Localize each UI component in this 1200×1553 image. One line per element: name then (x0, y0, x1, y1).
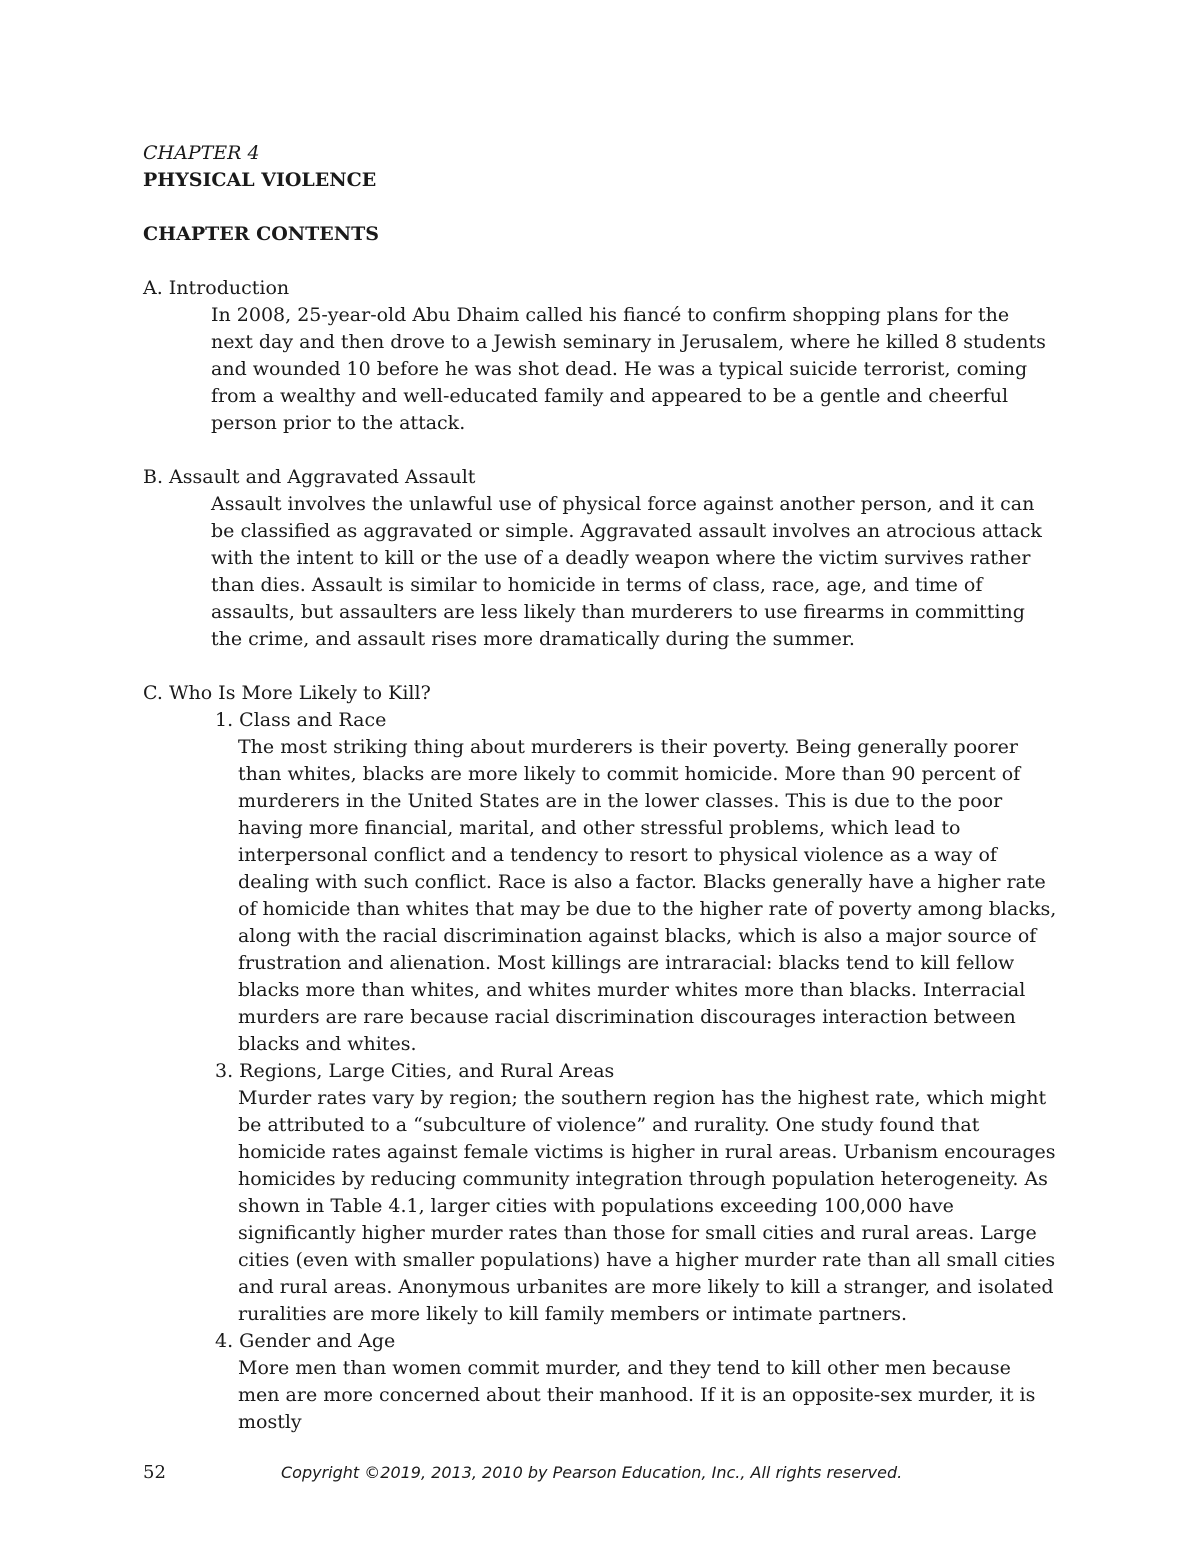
copyright-notice: Copyright ©2019, 2013, 2010 by Pearson Education, Inc., All rights reserved. (281, 1463, 903, 1482)
page-number: 52 (143, 1462, 166, 1483)
subsection-gender-age (215, 1328, 1073, 1436)
section-body: Assault involves the unlawful use of physical force against another person, and it can be classified as aggravated or simple. Aggravated assault involves an atrocious attack with the intent to kill or the use of a deadly weapon where the victim survives rather than dies. Assault is similar to homicide in terms of class, race, age, and time of assaults, but assaulters are less likely than murderers to use firearms in committing the crime, and assault rises more dramatically during the summer. (211, 493, 1042, 650)
chapter-label: CHAPTER 4 (143, 142, 260, 164)
section-assault (143, 464, 1073, 653)
subsection-heading: 3. Regions, Large Cities, and Rural Areas (215, 1060, 615, 1082)
subsection-regions (215, 1058, 1073, 1328)
subsection-class-race (215, 707, 1073, 1058)
subsection-heading: 4. Gender and Age (215, 1330, 396, 1352)
section-heading: A. Introduction (143, 277, 290, 299)
section-introduction (143, 275, 1073, 437)
section-body: In 2008, 25-year-old Abu Dhaim called his fiancé to confirm shopping plans for the next day and then drove to a Jewish seminary in Jerusalem, where he killed 8 students and wounded 10 before he was shot dead. He was a typical suicide terrorist, coming from a wealthy and well-educated family and appeared to be a gentle and cheerful person prior to the attack. (211, 304, 1046, 434)
chapter-contents-heading: CHAPTER CONTENTS (143, 223, 380, 245)
subsection-body: More men than women commit murder, and they tend to kill other men because men are more concerned about their manhood. If it is an opposite-sex murder, it is mostly (238, 1357, 1036, 1433)
page-footer (143, 1462, 1073, 1486)
page-content (143, 140, 1073, 1463)
chapter-title: PHYSICAL VIOLENCE (143, 169, 377, 191)
section-heading: B. Assault and Aggravated Assault (143, 466, 476, 488)
subsection-body: The most striking thing about murderers is their poverty. Being generally poorer than whites, blacks are more likely to commit homicide. More than 90 percent of murderers in the United States are in the lower classes. This is due to the poor having more financial, marital, and other stressful problems, which lead to interpersonal conflict and a tendency to resort to physical violence as a way of dealing with such conflict. Race is also a factor. Blacks generally have a higher rate of homicide than whites that may be due to the higher rate of poverty among blacks, along with the racial discrimination against blacks, which is also a major source of frustration and alienation. Most killings are intraracial: blacks tend to kill fellow blacks more than whites, and whites murder whites more than blacks. Interracial murders are rare because racial discrimination discourages interaction between blacks and whites. (238, 736, 1057, 1055)
subsection-body: Murder rates vary by region; the southern region has the highest rate, which might be attributed to a “subculture of violence” and rurality. One study found that homicide rates against female victims is higher in rural areas. Urbanism encourages homicides by reducing community integration through population heterogeneity. As shown in Table 4.1, larger cities with populations exceeding 100,000 have significantly higher murder rates than those for small cities and rural areas. Large cities (even with smaller populations) have a higher murder rate than all small cities and rural areas. Anonymous urbanites are more likely to kill a stranger, and isolated ruralities are more likely to kill family members or intimate partners. (238, 1087, 1056, 1325)
section-who-kills (143, 680, 1073, 1436)
section-heading: C. Who Is More Likely to Kill? (143, 682, 431, 704)
subsection-heading: 1. Class and Race (215, 709, 387, 731)
